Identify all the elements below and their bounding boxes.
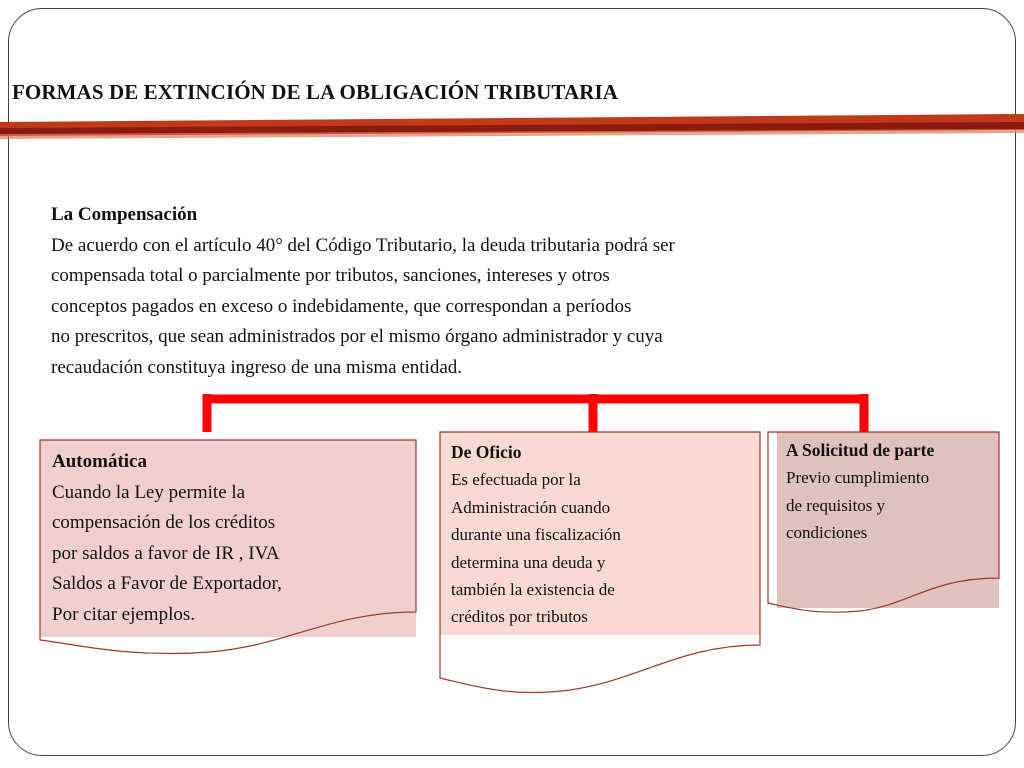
box-automatica-heading: Automática xyxy=(52,451,147,472)
intro-line: no prescritos, que sean administrados por el mismo órgano administrador y cuya xyxy=(51,326,663,347)
box-deoficio-line: también la existencia de xyxy=(451,580,615,600)
box-deoficio-line: Es efectuada por la xyxy=(451,470,581,490)
box-automatica-line: compensación de los créditos xyxy=(52,512,276,533)
box-automatica-line: Cuando la Ley permite la xyxy=(52,481,246,503)
box-deoficio-heading: De Oficio xyxy=(451,442,522,462)
intro-line: De acuerdo con el artículo 40° del Código Tributario, la deuda tributaria podrá ser xyxy=(51,234,675,256)
intro-line: recaudación constituya ingreso de una misma entidad. xyxy=(51,356,463,378)
box-automatica-text xyxy=(52,447,282,630)
box-deoficio-line: determina una deuda y xyxy=(451,552,606,572)
intro-heading: La Compensación xyxy=(51,204,198,225)
box-solicitud-line: condiciones xyxy=(786,523,868,543)
box-automatica-line: Saldos a Favor de Exportador, xyxy=(52,573,282,594)
box-solicitud-line: Previo cumplimiento xyxy=(786,468,930,488)
box-automatica-line: por saldos a favor de IR , IVA xyxy=(52,542,280,564)
box-solicitud-text xyxy=(786,437,934,547)
box-solicitud-line: de requisitos y xyxy=(786,495,886,515)
box-deoficio-line: Administración cuando xyxy=(451,497,611,517)
intro-line: compensada total o parcialmente por tributos, sanciones, intereses y otros xyxy=(51,265,610,286)
box-deoficio-text xyxy=(451,439,621,631)
box-deoficio-line: durante una fiscalización xyxy=(451,525,621,545)
box-solicitud-heading: A Solicitud de parte xyxy=(786,440,935,460)
slide-title: FORMAS DE EXTINCIÓN DE LA OBLIGACIÓN TRIBUTARIA xyxy=(12,80,619,104)
box-deoficio-line: créditos por tributos xyxy=(451,607,588,627)
intro-line: conceptos pagados en exceso o indebidamente, que correspondan a períodos xyxy=(51,295,632,317)
box-automatica-line: Por citar ejemplos. xyxy=(52,603,195,625)
